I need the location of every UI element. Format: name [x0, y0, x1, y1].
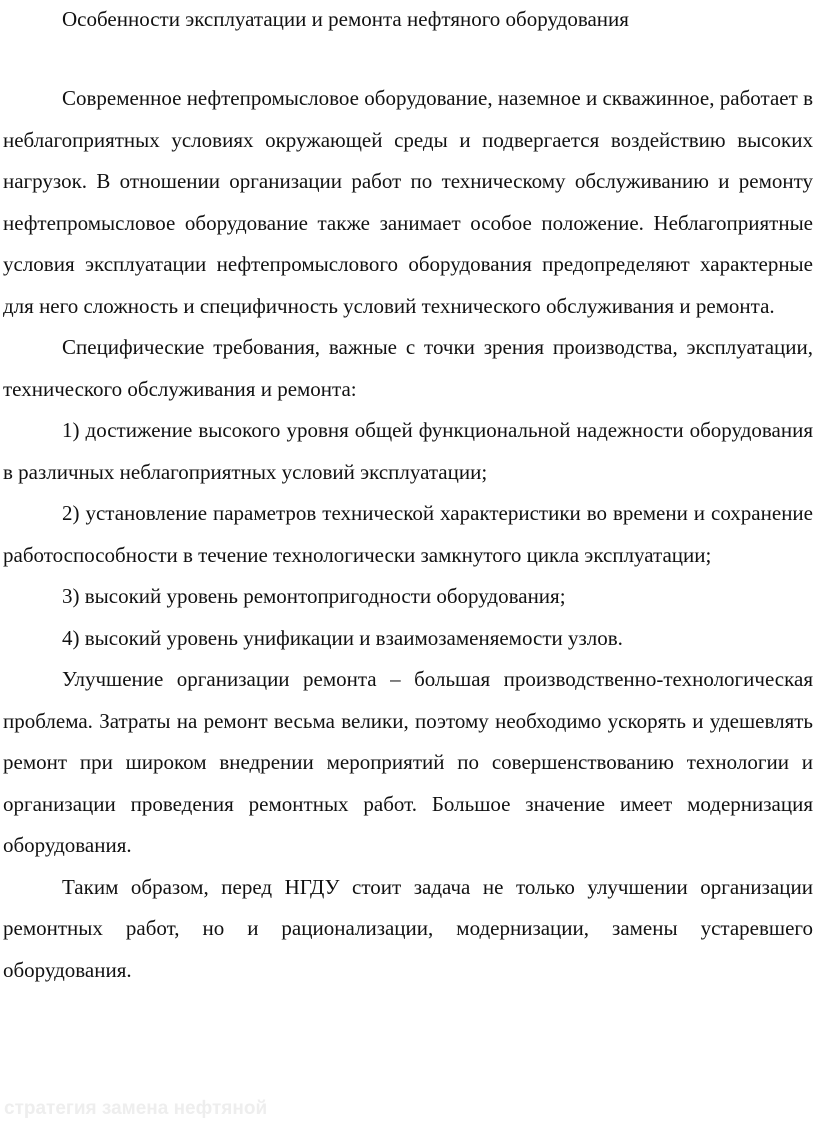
document-title: Особенности эксплуатации и ремонта нефтяного оборудования [62, 7, 629, 31]
paragraph-conclusion: Таким образом, перед НГДУ стоит задача не только улучшении организации ремонтных работ, но и рационализации, модернизации, замены устаревшего оборудования. [3, 874, 813, 982]
paragraph-requirements-lead: Специфические требования, важные с точки зрения производства, эксплуатации, технического обслуживания и ремонта: [3, 335, 813, 401]
list-item-2: 2) установление параметров технической характеристики во времени и сохранение работоспособности в течение технологически замкнутого цикла эксплуатации; [3, 501, 813, 567]
list-item-4: 4) высокий уровень унификации и взаимозаменяемости узлов. [62, 625, 623, 650]
document-body [3, 78, 813, 991]
paragraph-intro: Современное нефтепромысловое оборудование, наземное и скважинное, работает в неблагоприятных условиях окружающей среды и подвергается воздействию высоких нагрузок. В отношении организации работ по техническому обслуживанию и ремонту нефтепромысловое оборудование также занимает особое положение. Неблагоприятные условия эксплуатации нефтепромыслового оборудования предопределяют характерные для него сложность и специфичность условий технического обслуживания и ремонта. [3, 86, 813, 318]
list-item-1: 1) достижение высокого уровня общей функциональной надежности оборудования в различных неблагоприятных условий эксплуатации; [3, 418, 813, 484]
watermark-text: стратегия замена нефтяной [4, 1098, 268, 1119]
paragraph-repair-organization: Улучшение организации ремонта – большая производственно-технологическая проблема. Затраты на ремонт весьма велики, поэтому необходимо ускорять и удешевлять ремонт при широком внедрении мероприятий по совершенствованию технологии и организации проведения ремонтных работ. Большое значение имеет модернизация оборудования. [3, 667, 813, 857]
list-item-3: 3) высокий уровень ремонтопригодности оборудования; [62, 584, 566, 608]
